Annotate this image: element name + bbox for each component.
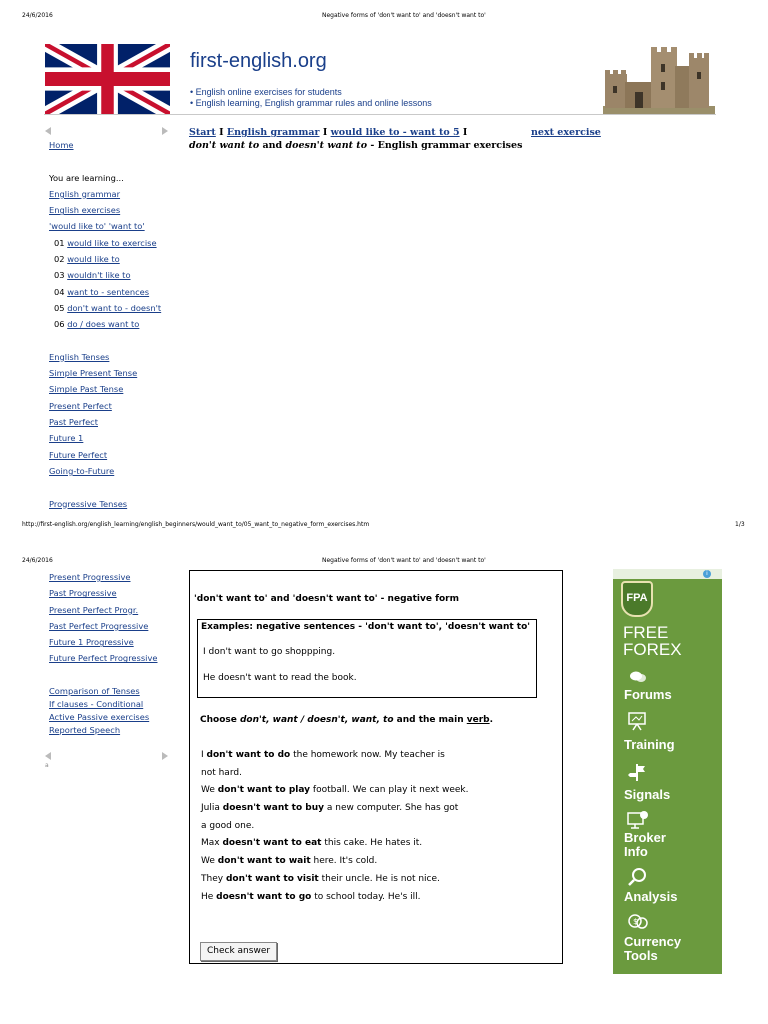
sentence-pre: I (201, 750, 207, 760)
next-exercise-link[interactable]: next exercise (531, 127, 601, 138)
sentence-row (201, 782, 561, 800)
sentence-pre: We (201, 785, 218, 796)
ad-info-icon[interactable]: i (703, 570, 711, 578)
currency-label-2: Tools (624, 948, 658, 963)
sidebar-lesson-01[interactable]: would like to exercise (67, 237, 157, 248)
fpa-logo: FPA (621, 581, 653, 617)
presentation-board-icon (627, 711, 647, 731)
print-page-number: 1/3 (735, 521, 745, 528)
sentence-pre: We (201, 856, 218, 867)
print-title: Negative forms of 'don't want to' and 'doesn't want to' (322, 557, 486, 564)
sidebar-future-1[interactable]: Future 1 (49, 433, 84, 444)
signpost-icon (627, 762, 647, 782)
sentence-row (201, 853, 561, 871)
num-label: 01 (54, 237, 65, 248)
sidebar-past-perfect[interactable]: Past Perfect (49, 417, 98, 428)
sidebar-english-grammar[interactable]: English grammar (49, 188, 121, 199)
answer-field[interactable]: don't want to wait (217, 856, 311, 867)
ad-item-signals[interactable]: Signals (624, 787, 671, 802)
check-answer-button[interactable]: Check answer (200, 942, 277, 961)
instruction-mid: and the main (393, 715, 467, 725)
ad-title-line-1: FREE (623, 623, 669, 642)
sentence-post: this cake. He hates it. (321, 838, 423, 849)
instruction-end: . (489, 715, 494, 725)
breadcrumb-grammar[interactable]: English grammar (226, 127, 320, 138)
subtitle-dont: don't want to (189, 140, 260, 151)
breadcrumb-lesson[interactable]: would like to - want to 5 (330, 127, 460, 138)
examples-title: Examples: negative sentences - 'don't want to', 'doesn't want to' (201, 622, 531, 632)
sentence-pre: Max (201, 838, 223, 849)
sidebar-past-progressive[interactable]: Past Progressive (49, 588, 117, 599)
sentence-post: their uncle. He is not nice. (318, 873, 440, 884)
sentence-post: here. It's cold. (310, 856, 378, 867)
sentence-row (201, 835, 561, 853)
sentence-post: football. We can play it next week. (310, 785, 469, 796)
ad-item-analysis[interactable]: Analysis (624, 889, 678, 904)
tagline-line-1: • English online exercises for students (190, 87, 342, 97)
num-label: 06 (54, 319, 65, 330)
coins-icon (627, 912, 649, 932)
breadcrumb (189, 127, 467, 138)
page-subtitle (189, 140, 522, 151)
sidebar-english-exercises[interactable]: English exercises (49, 205, 121, 216)
sidebar-present-perfect[interactable]: Present Perfect (49, 400, 112, 411)
currency-label-1: Currency (624, 934, 682, 949)
sidebar-simple-present[interactable]: Simple Present Tense (49, 368, 138, 379)
sidebar-comparison-tenses[interactable]: Comparison of Tenses (49, 685, 140, 696)
left-arrow-icon[interactable] (45, 752, 51, 760)
sentence-post: a new computer. She has got (324, 803, 459, 814)
exercise-panel (189, 570, 563, 964)
sidebar-progressive-tenses[interactable]: Progressive Tenses (49, 498, 128, 509)
print-title: Negative forms of 'don't want to' and 'doesn't want to' (322, 12, 486, 19)
sentence-pre: Julia (201, 803, 223, 814)
sentence-row (201, 889, 561, 907)
subtitle-doesnt: doesn't want to (285, 140, 368, 151)
ad-title-line-2: FOREX (623, 640, 682, 659)
chat-bubbles-icon (629, 670, 647, 684)
learning-label: You are learning... (49, 172, 124, 183)
sentence-pre: not hard. (201, 767, 242, 778)
sentence-row (201, 765, 561, 783)
sidebar-future-perfect-progressive[interactable]: Future Perfect Progressive (49, 653, 158, 664)
stray-text: a (45, 762, 49, 769)
right-arrow-icon[interactable] (162, 127, 168, 135)
sentence-row (201, 747, 561, 765)
num-label: 04 (54, 286, 65, 297)
tagline-line-2: • English learning, English grammar rules and online lessons (190, 98, 432, 108)
subtitle-rest: - English grammar exercises (367, 140, 523, 151)
monitor-icon (627, 810, 649, 830)
sidebar-simple-past[interactable]: Simple Past Tense (49, 384, 124, 395)
print-url: http://first-english.org/english_learning/english_beginners/would_want_to/05_want_to_negative_form_exercises.htm (22, 521, 370, 528)
sentence-row (201, 818, 561, 836)
sidebar-present-progressive[interactable]: Present Progressive (49, 572, 131, 582)
example-sentence-2: He doesn't want to read the book. (203, 673, 357, 683)
breadcrumb-start[interactable]: Start (189, 127, 216, 138)
answer-field[interactable]: doesn't want to go (216, 891, 312, 902)
sidebar-past-perfect-progressive[interactable]: Past Perfect Progressive (49, 620, 149, 631)
sidebar-active-passive[interactable]: Active Passive exercises (49, 711, 150, 722)
ad-item-forums[interactable]: Forums (624, 687, 672, 702)
sidebar-lesson-02[interactable]: would like to (67, 254, 120, 265)
ad-item-training[interactable]: Training (624, 737, 675, 752)
instruction-verb: verb (466, 715, 490, 725)
ad-title (623, 624, 682, 658)
magnifier-icon (627, 867, 647, 887)
breadcrumb-sep: I (322, 127, 328, 138)
answer-field[interactable]: don't want to visit (225, 873, 319, 884)
num-label: 03 (54, 270, 65, 281)
breadcrumb-sep: I (462, 127, 468, 138)
instruction-choose: Choose (200, 715, 240, 725)
sentence-pre: a good one. (201, 820, 255, 831)
sidebar-lesson-05[interactable]: don't want to - doesn't (67, 302, 162, 313)
right-arrow-icon[interactable] (162, 752, 168, 760)
ad-item-broker-info[interactable] (624, 831, 666, 859)
sentence-post: the homework now. My teacher is (290, 750, 445, 760)
answer-field[interactable]: don't want to play (217, 785, 311, 796)
forex-ad-banner[interactable] (613, 569, 722, 974)
sidebar-lesson-03[interactable]: wouldn't like to (67, 270, 131, 281)
examples-box (197, 619, 537, 698)
sidebar-home[interactable]: Home (49, 140, 74, 150)
print-date: 24/6/2016 (22, 557, 53, 564)
sidebar-reported-speech[interactable]: Reported Speech (49, 724, 121, 735)
sidebar-lesson-04[interactable]: want to - sentences (67, 286, 150, 297)
broker-label-1: Broker (624, 830, 666, 845)
example-sentence-1: I don't want to go shoppping. (203, 647, 336, 657)
exercise-instruction (200, 715, 493, 725)
union-jack-flag (45, 44, 170, 114)
sidebar-going-to-future[interactable]: Going-to-Future (49, 465, 115, 476)
num-label: 02 (54, 254, 65, 265)
sentence-row (201, 800, 561, 818)
svg-text:$: $ (633, 917, 639, 926)
sidebar-future-perfect[interactable]: Future Perfect (49, 449, 108, 460)
sidebar-present-perfect-progr[interactable]: Present Perfect Progr. (49, 604, 139, 615)
ad-item-currency-tools[interactable] (624, 935, 681, 963)
sidebar-english-tenses[interactable]: English Tenses (49, 351, 110, 362)
sidebar-would-like-want[interactable]: 'would like to' 'want to' (49, 221, 145, 232)
print-date: 24/6/2016 (22, 12, 53, 19)
header-divider (44, 114, 716, 115)
sidebar-lesson-06[interactable]: do / does want to (67, 319, 140, 330)
broker-label-2: Info (624, 844, 648, 859)
sentence-row (201, 871, 561, 889)
sentence-list (201, 747, 561, 906)
answer-field[interactable]: doesn't want to eat (222, 838, 322, 849)
site-title[interactable]: first-english.org (190, 50, 327, 72)
site-tagline (190, 87, 432, 109)
sidebar-continued (49, 571, 184, 737)
answer-field[interactable]: don't want to do (206, 750, 291, 760)
exercise-heading: 'don't want to' and 'doesn't want to' - negative form (194, 594, 459, 604)
left-arrow-icon[interactable] (45, 127, 51, 135)
sidebar-if-clauses[interactable]: If clauses - Conditional (49, 698, 144, 709)
sentence-pre: They (201, 873, 226, 884)
subtitle-and: and (259, 140, 286, 151)
sentence-post: to school today. He's ill. (311, 891, 421, 902)
breadcrumb-sep: I (219, 127, 224, 138)
castle-image (603, 44, 715, 114)
num-label: 05 (54, 302, 65, 313)
answer-field[interactable]: doesn't want to buy (222, 803, 324, 814)
sentence-pre: He (201, 891, 217, 902)
sidebar-future-1-progressive[interactable]: Future 1 Progressive (49, 637, 134, 648)
sidebar (49, 139, 179, 514)
instruction-options: don't, want / doesn't, want, to (239, 715, 394, 725)
